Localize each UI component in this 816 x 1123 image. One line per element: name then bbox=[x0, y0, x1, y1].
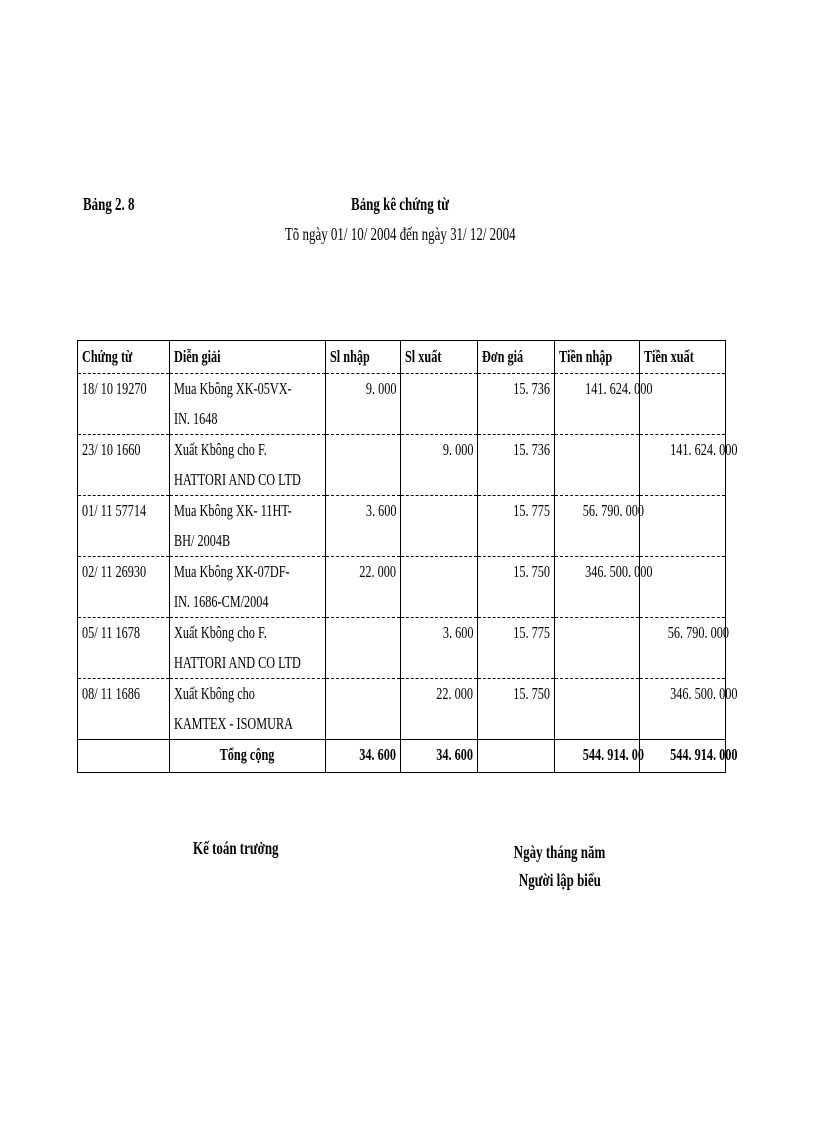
table-row bbox=[78, 679, 726, 740]
col-header-tien-nhap: Tiền nhập bbox=[555, 341, 640, 374]
cell-sl-nhap: 3. 600 bbox=[326, 496, 401, 557]
col-header-don-gia: Đơn giá bbox=[478, 341, 555, 374]
col-header-tien-xuat: Tiền xuất bbox=[640, 341, 726, 374]
cell-sl-nhap bbox=[326, 679, 401, 740]
table-row bbox=[78, 557, 726, 618]
cell-sl-nhap: 22. 000 bbox=[326, 557, 401, 618]
cell-chung-tu: 18/ 10 19270 bbox=[78, 374, 170, 435]
cell-total-label: Tổng cộng bbox=[170, 740, 326, 773]
preparer-signature bbox=[490, 838, 630, 894]
cell-dien-giai: Xuất Kbông cho F. HATTORI AND CO LTD bbox=[170, 618, 326, 679]
cell-total-tien-xuat: 544. 914. 000 bbox=[640, 740, 726, 773]
cell-tien-xuat: 56. 790. 000 bbox=[640, 618, 726, 679]
cell-dien-giai: Mua Kbông XK- 11HT- BH/ 2004B bbox=[170, 496, 326, 557]
cell-total-sl-xuat: 34. 600 bbox=[401, 740, 478, 773]
cell-don-gia: 15. 736 bbox=[478, 374, 555, 435]
cell-don-gia: 15. 736 bbox=[478, 435, 555, 496]
document-title: Bảng kê chứng từ bbox=[350, 194, 450, 214]
cell-chung-tu: 23/ 10 1660 bbox=[78, 435, 170, 496]
cell-sl-nhap: 9. 000 bbox=[326, 374, 401, 435]
cell-sl-xuat bbox=[401, 496, 478, 557]
table-row bbox=[78, 618, 726, 679]
cell-total-tien-nhap: 544. 914. 00 bbox=[555, 740, 640, 773]
cell-chung-tu: 01/ 11 57714 bbox=[78, 496, 170, 557]
table-number-label: Bảng 2. 8 bbox=[83, 194, 135, 214]
date-range-subtitle: Tõ ngày 01/ 10/ 2004 đến ngày 31/ 12/ 2004 bbox=[284, 224, 516, 244]
cell-don-gia: 15. 775 bbox=[478, 618, 555, 679]
table-row bbox=[78, 496, 726, 557]
cell-tien-nhap: 346. 500. 000 bbox=[555, 557, 640, 618]
cell-don-gia: 15. 750 bbox=[478, 679, 555, 740]
cell-total-blank bbox=[78, 740, 170, 773]
cell-chung-tu: 05/ 11 1678 bbox=[78, 618, 170, 679]
cell-tien-xuat: 346. 500. 000 bbox=[640, 679, 726, 740]
table-header-row bbox=[78, 341, 726, 374]
cell-don-gia: 15. 750 bbox=[478, 557, 555, 618]
table-total-row bbox=[78, 740, 726, 773]
table-row bbox=[78, 435, 726, 496]
cell-sl-nhap bbox=[326, 618, 401, 679]
cell-total-don-gia bbox=[478, 740, 555, 773]
cell-tien-nhap: 56. 790. 000 bbox=[555, 496, 640, 557]
table-row bbox=[78, 374, 726, 435]
cell-dien-giai: Xuất Kbông cho F. HATTORI AND CO LTD bbox=[170, 435, 326, 496]
chief-accountant-signature: Kế toán trưởng bbox=[193, 838, 279, 858]
cell-sl-nhap bbox=[326, 435, 401, 496]
cell-tien-nhap bbox=[555, 618, 640, 679]
col-header-sl-nhap: Sl nhập bbox=[326, 341, 401, 374]
cell-dien-giai: Mua Kbông XK-07DF- IN. 1686-CM/2004 bbox=[170, 557, 326, 618]
cell-sl-xuat: 9. 000 bbox=[401, 435, 478, 496]
cell-total-sl-nhap: 34. 600 bbox=[326, 740, 401, 773]
cell-tien-nhap: 141. 624. 000 bbox=[555, 374, 640, 435]
cell-chung-tu: 02/ 11 26930 bbox=[78, 557, 170, 618]
cell-sl-xuat: 3. 600 bbox=[401, 618, 478, 679]
cell-tien-nhap bbox=[555, 435, 640, 496]
cell-tien-xuat: 141. 624. 000 bbox=[640, 435, 726, 496]
col-header-sl-xuat: Sl xuất bbox=[401, 341, 478, 374]
cell-don-gia: 15. 775 bbox=[478, 496, 555, 557]
cell-sl-xuat bbox=[401, 557, 478, 618]
cell-sl-xuat bbox=[401, 374, 478, 435]
col-header-chung-tu: Chứng từ bbox=[78, 341, 170, 374]
cell-sl-xuat: 22. 000 bbox=[401, 679, 478, 740]
col-header-dien-giai: Diễn giải bbox=[170, 341, 326, 374]
date-line: Ngày tháng năm bbox=[514, 842, 606, 862]
cell-dien-giai: Mua Kbông XK-05VX- IN. 1648 bbox=[170, 374, 326, 435]
cell-chung-tu: 08/ 11 1686 bbox=[78, 679, 170, 740]
cell-tien-nhap bbox=[555, 679, 640, 740]
cell-tien-xuat bbox=[640, 496, 726, 557]
preparer-title: Người lập biểu bbox=[519, 870, 601, 890]
voucher-table bbox=[77, 340, 738, 773]
cell-dien-giai: Xuất Kbông cho KAMTEX - ISOMURA bbox=[170, 679, 326, 740]
